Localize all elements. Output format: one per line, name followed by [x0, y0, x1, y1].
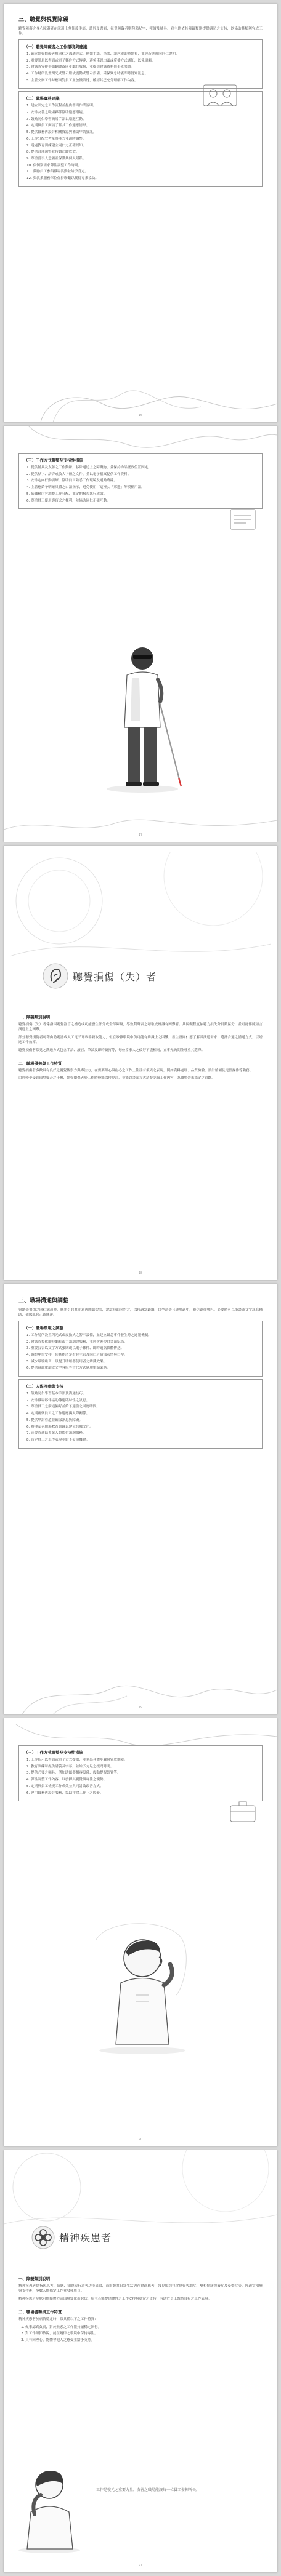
- body-paragraph: 部分聽覺損傷者可藉由助聽器或人工電子耳改善聽取能力，但在吵雜環境中仍可能有辨識上之困難。雇主及同仁應了解其溝通需求，選擇合適之溝通方式，以增進工作效率。: [18, 1035, 263, 1045]
- list-item: 5. 依職務內容調整工作分配，並定期檢視執行成效。: [26, 492, 107, 496]
- list-item: 2. 重要訊息以書面或電子郵件方式傳達，避免僅以口頭或廣播方式通知，以免遺漏。: [26, 58, 155, 63]
- section-title: 三、聽覺與視覺障礙: [18, 17, 69, 23]
- list-item: 3. 具有同理心，能體會他人之感受並給予支持。: [21, 2338, 94, 2343]
- document-page: [4, 4, 277, 422]
- box-list: [24, 1333, 257, 1371]
- section-heading: 二、職場優勢與工作特質: [18, 2310, 62, 2315]
- page-content: [18, 1743, 263, 1804]
- list-item: 1. 鼓勵同仁學習基本手語及溝通技巧。: [26, 1392, 86, 1396]
- list-item: 1. 工作場所設置閃光式或震動式之警示設備，並建立緊急事件發生時之通報機制。: [26, 1333, 152, 1337]
- list-item: 4. 定期與員工面談了解其工作適應情形。: [26, 124, 90, 128]
- list-item: 4. 主管應給予明確具體之口語指示，避免使用「這裡」、「那邊」等模糊用語。: [26, 486, 145, 490]
- section-title: 三、職場溝通與調整: [18, 1298, 69, 1304]
- info-box: [18, 39, 263, 89]
- list-item: 6. 辦理友善職場教育訓練以建立共融文化。: [26, 1425, 93, 1429]
- illustration-cane-user: [96, 641, 189, 795]
- page-content: [18, 2271, 263, 2345]
- illustration-briefcase: [226, 1799, 260, 1824]
- info-box: [18, 453, 263, 509]
- box-title: （二）職場實務建議: [24, 96, 60, 102]
- body-paragraph: 由於較少受到環境噪音之干擾，聽覺損傷者於工作時較能保持專注，並能以書面方式清楚記錄工作內容，為職場帶來穩定之貢獻。: [18, 1076, 215, 1081]
- scribble-decoration: [4, 1634, 277, 1714]
- illustration-clipboard: [226, 507, 260, 532]
- box-title: （一）聽覺障礙者之工作環境與建議: [24, 44, 88, 49]
- page-number: 19: [138, 1706, 143, 1710]
- list-item: 2. 教育訓練時提供講義及字幕，並給予充足之提問時間。: [26, 1764, 114, 1769]
- body-paragraph: 精神疾患者於病情穩定時，常具備以下之工作特質：: [18, 2318, 98, 2322]
- list-item: 5. 提供申訴管道並確保訊息無障礙。: [26, 1418, 83, 1422]
- body-paragraph: 精神疾患之症狀可能隨壓力或環境變化而起伏，雇主若能提供彈性之工作安排與穩定之支持，有助於員工維持良好之工作表現。: [18, 2297, 212, 2301]
- list-item: 4. 工作場所設置閃光式警示燈或震動式警示設備，確保緊急時能即時得知訊息。: [26, 71, 149, 76]
- list-item: 2. 安排職場夥伴協助傳達臨時性之訊息。: [26, 1398, 90, 1402]
- page-content: [18, 15, 263, 190]
- section-heading: 一、障礙類別說明: [18, 1015, 51, 1020]
- document-page: [4, 1718, 277, 2146]
- chapter-title: 聽覺損傷（失）者: [73, 971, 157, 983]
- list-item: 12. 與就業服務單位保持聯繫以獲得專業協助。: [26, 177, 99, 181]
- list-item: 4. 彈性調整工作內容，以發揮其視覺與專注之優勢。: [26, 1778, 107, 1782]
- list-item: 3. 會議時安排手語翻譯或同步聽打服務，並提供會議資料供事先閱讀。: [26, 65, 134, 70]
- box-title: （二）人際互動與支持: [24, 1384, 63, 1390]
- list-item: 3. 尊重員工之溝通偏好並給予適當之回應時間。: [26, 1405, 100, 1409]
- section-heading: 二、職場優勢與工作特質: [18, 1061, 62, 1066]
- list-item: 5. 定期與員工檢視工作成效並共同討論改善方式。: [26, 1784, 104, 1788]
- list-item: 2. 對工作細節敏銳，能在規律之環境中保持專注。: [21, 2332, 98, 2336]
- box-title: （一）職場環境之調整: [24, 1325, 63, 1330]
- list-item: 6. 工作分配宜考量其能力並適時調整。: [26, 137, 86, 141]
- list-item: 6. 運用職務再設計服務，協助排除工作上之障礙。: [26, 1791, 104, 1795]
- list-item: 11. 鼓勵員工參與職場活動並給予肯定。: [26, 170, 89, 174]
- body-paragraph: 精神疾患者係指因思考、情緒、知覺或行為等功能異常，而影響其日常生活與社會適應者，常見類別包含思覺失調症、雙相情緒障礙症及憂鬱症等。經適當治療與支持後，多數人能穩定工作並發揮所長。: [18, 2284, 263, 2294]
- box-list: [24, 52, 257, 83]
- chapter-title: 精神疾患者: [59, 2232, 112, 2244]
- list-item: 10. 依個別需求彈性調整工作時間。: [26, 163, 81, 167]
- box-list: [24, 465, 219, 503]
- box-title: （三）工作方式調整及支持性措施: [24, 1750, 83, 1755]
- page-number: 18: [138, 1271, 143, 1275]
- flower-icon: [31, 2225, 55, 2250]
- illustration-workers: [198, 81, 242, 111]
- list-item: 5. 主管交辦工作時應面對員工並放慢語速，確認其已充分理解工作內容。: [26, 78, 138, 82]
- list-item: 2. 提供點字、語音或放大字體之文件，並以電子檔案提供工作資料。: [26, 472, 131, 476]
- body-paragraph: 聽覺損傷（失）者係指因聽覺器官之構造或功能發生部分或全部障礙，導致對聲音之聽取或辨識有困難者。其障礙程度依聽力損失分貝數區分，並可能伴隨語言溝通上之困難。: [18, 1023, 263, 1032]
- list-item: 4. 調整座位安排，使其能清楚看見主管及同仁之臉部表情與口型。: [26, 1353, 128, 1357]
- quote-text: 工作是復元之重要力量，友善之職場能讓每一位員工發揮所長。: [96, 2488, 200, 2492]
- list-item: 1. 做事認真負責，對於熟悉之工作能持續穩定執行。: [21, 2325, 102, 2329]
- list-item: 2. 會議時提供即時聽打或手語翻譯服務，並於會後提供書面紀錄。: [26, 1340, 128, 1344]
- list-item: 1. 建立固定之工作流程並提供書面作業說明。: [26, 104, 97, 108]
- list-item: 5. 減少環境噪音，以提升助聽器使用者之辨識效果。: [26, 1359, 107, 1364]
- box-title: （三）工作方式調整及支持性措施: [24, 458, 83, 463]
- list-item: 6. 尊重員工使用導盲犬之權利，並協助同仁正確互動。: [26, 498, 110, 503]
- list-item: 8. 肯定員工之工作表現並給予發展機會。: [26, 1438, 90, 1442]
- ear-icon: [42, 962, 69, 990]
- ring-decoration: [10, 852, 271, 969]
- document-page: [4, 1284, 277, 1714]
- list-item: 3. 安排定向行動訓練，協助員工熟悉工作環境及通勤路線。: [26, 479, 117, 483]
- box-list: [24, 1391, 257, 1442]
- list-item: 1. 確立聽覺障礙者與同仁之溝通方式，例如手語、筆談、讀唇或即時聽打，並於新進時向同仁說明。: [26, 52, 179, 56]
- document-page: [4, 2150, 277, 2572]
- list-item: 2. 安排友善之職場夥伴協助適應環境。: [26, 111, 86, 115]
- list-item: 1. 工作指示以書面或電子方式提供，並列出具體步驟與完成期限。: [26, 1758, 128, 1762]
- body-paragraph: 聽覺損傷者多數具有良好之視覺觀察力與專注力，在需要細心與耐心之工作上往往有優異之表現，例如資料處理、品質檢驗、設計繪圖及電腦操作等職務。: [18, 1069, 253, 1073]
- page-number: 21: [138, 2564, 143, 2567]
- list-item: 7. 透過教育訓練建立同仁之正確認知。: [26, 143, 86, 148]
- illustration-thinking-person: [12, 2463, 92, 2555]
- list-item: 9. 尊重當事人意願並保護其個人隱私。: [26, 156, 86, 161]
- section-heading: 一、障礙類別說明: [18, 2276, 51, 2281]
- list-item: 3. 鼓勵同仁學習簡易手語以增進互動。: [26, 117, 86, 121]
- list-item: 8. 提供合理調整並持續追蹤成效。: [26, 150, 79, 154]
- ring-decoration: [4, 2150, 277, 2236]
- box-list: [24, 103, 257, 181]
- box-list: [24, 1758, 219, 1796]
- page-content: [18, 1296, 263, 1451]
- list-item: 1. 提供輔具及友善之工作動線，移除通道上之障礙物，並保持物品擺放位置固定。: [26, 466, 152, 470]
- list-item: 6. 提供視訊電話或文字客服等替代方式處理電話業務。: [26, 1366, 110, 1370]
- info-box: [18, 1379, 263, 1449]
- list-item: 3. 重要公告以文字方式張貼或以電子郵件、即時通訊軟體傳送。: [26, 1346, 124, 1351]
- illustration-hearing-person: [84, 1921, 195, 2057]
- list-item: 7. 必要時連結專業人員提供諮詢服務。: [26, 1431, 86, 1436]
- page-number: 17: [138, 833, 143, 837]
- info-box: [18, 1745, 263, 1801]
- list-item: 5. 提供職務再設計相關資源與補助申請資訊。: [26, 130, 97, 135]
- body-paragraph: 聽覺損傷者常見之溝通方式包含手語、讀唇、筆談及即時聽打等，每位當事人之偏好不盡相同，宜事先詢問並尊重其選擇。: [18, 1048, 205, 1052]
- list-item: 3. 提供必要之輔具，例如助聽器相容設備、震動提醒裝置等。: [26, 1771, 121, 1775]
- page-number: 16: [138, 414, 143, 417]
- info-box: [18, 1321, 263, 1377]
- document-page: [4, 426, 277, 842]
- page-content: [18, 1009, 263, 1084]
- intro-paragraph: 聽覺障礙之身心障礙者在溝通上多仰賴手語、讀唇及書寫，視覺障礙者則仰賴點字、報讀及輔具。雇主應依其障礙類別提供適切之支持，以協助其順利完成工作。: [18, 27, 263, 36]
- page-number: 20: [138, 2138, 143, 2142]
- intro-paragraph: 與聽覺損傷之同仁溝通時，應先引起其注意再開始說話，說話時面向對方，保持適當距離，口型清楚且速度適中，避免遮住嘴巴。必要時可以筆談或文字訊息輔助，確保訊息正確傳達。: [18, 1308, 263, 1318]
- advantage-list: [18, 2325, 263, 2343]
- page-content: [18, 450, 263, 511]
- list-item: 4. 定期關懷員工之工作適應與人際關係。: [26, 1412, 90, 1416]
- document-page: [4, 846, 277, 1280]
- scribble-decoration: [4, 330, 277, 422]
